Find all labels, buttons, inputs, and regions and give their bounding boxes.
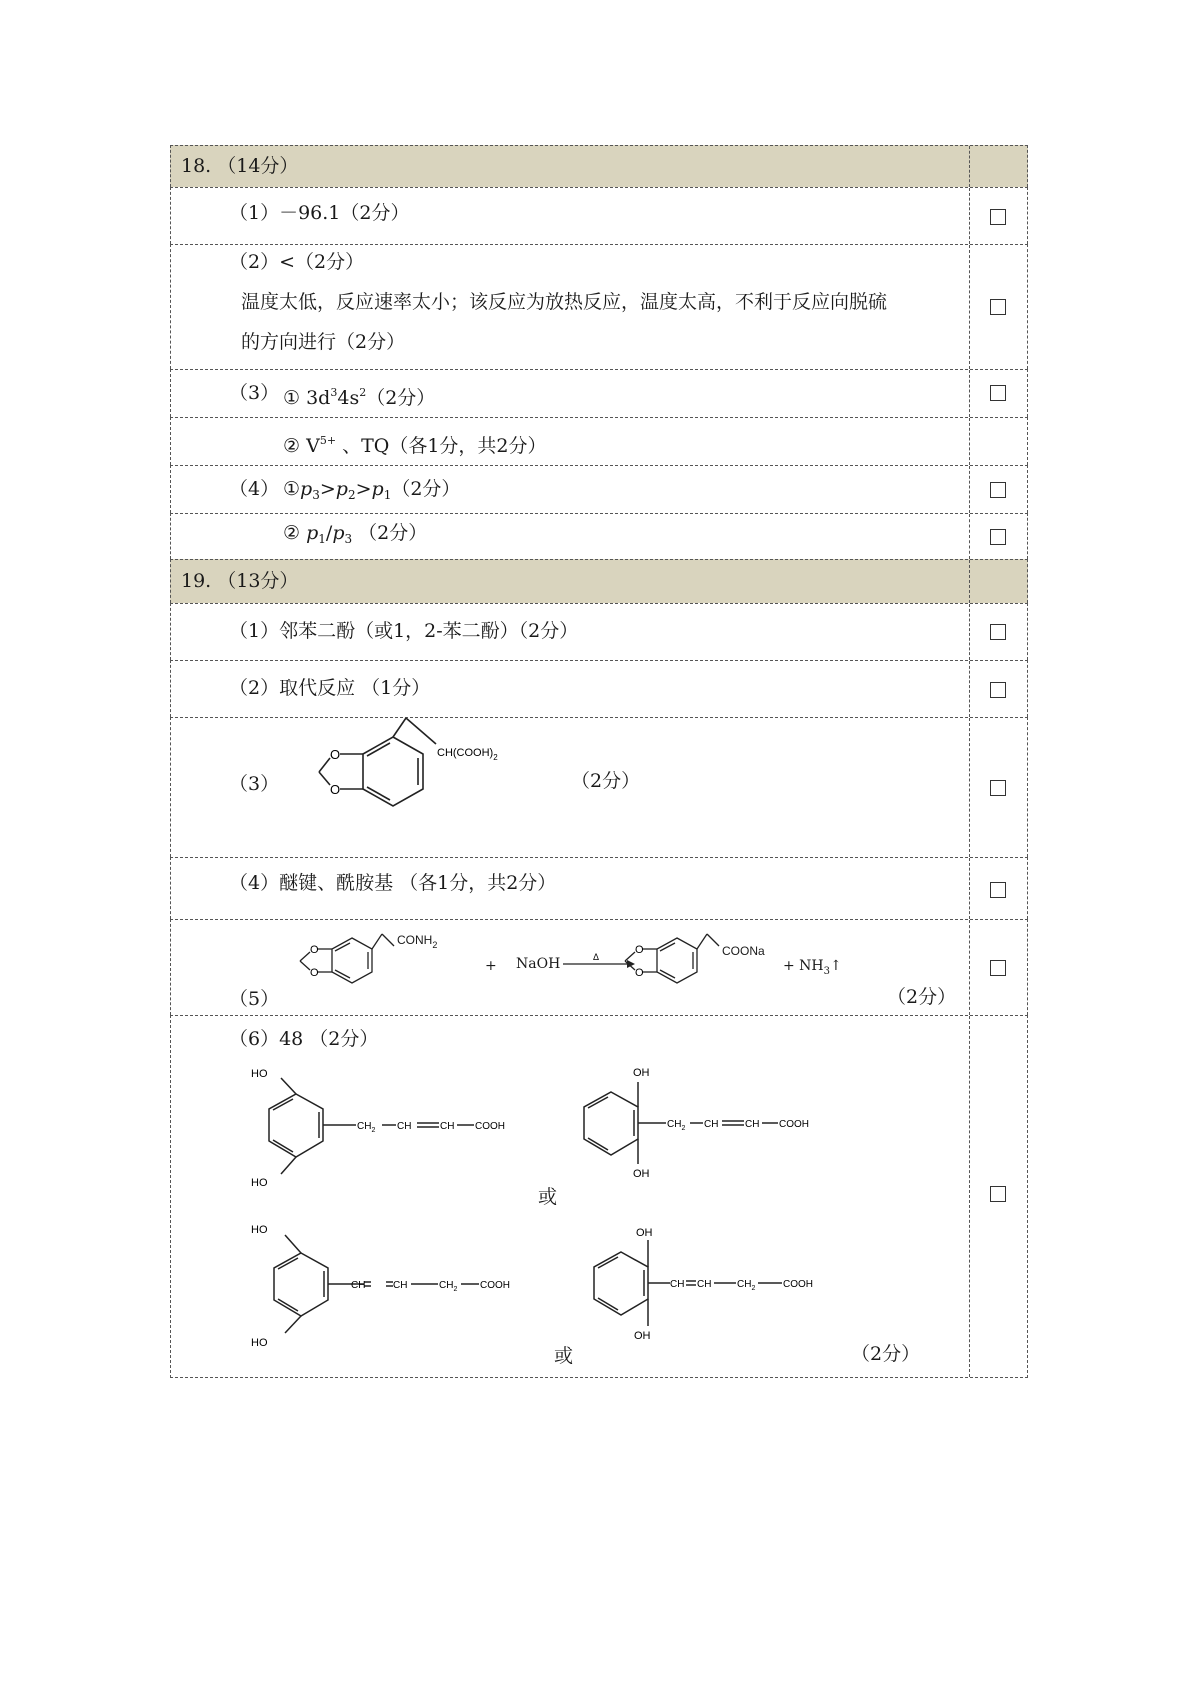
plus-sign: + — [485, 958, 497, 974]
q19-part3-label: （3） — [229, 773, 280, 795]
cooh-label: COOH — [475, 1121, 505, 1132]
q18-part3-label: （3） — [229, 382, 280, 404]
cooh-label: COOH — [779, 1119, 809, 1130]
isomer-structure-d — [566, 1212, 866, 1362]
q18-part3b: ② $V^{5+}$ 、TQ（各1分，共2分） — [283, 434, 547, 457]
q18-part1-row — [170, 187, 1028, 244]
q19-part5-score: （2分） — [887, 986, 957, 1008]
q19-part2-row — [170, 660, 1028, 717]
ch2-label: $CH_2$ — [737, 1279, 756, 1292]
product-structure — [611, 924, 721, 996]
isomer-structure-b — [556, 1054, 856, 1204]
hydroxyl-label: HO — [251, 1177, 268, 1189]
q18-part4b-row — [170, 513, 1028, 559]
reactant-conh2: $CONH_2$ — [397, 933, 438, 950]
q19-header-row — [170, 559, 1028, 603]
ch-label: CH — [745, 1119, 760, 1130]
ch-label: CH — [440, 1121, 455, 1132]
hydroxyl-label: OH — [634, 1330, 651, 1342]
ch2-label: $CH_2$ — [357, 1121, 376, 1134]
cooh-label: COOH — [783, 1279, 813, 1290]
hydroxyl-label: OH — [636, 1227, 653, 1239]
q18-header: 18. （14分） — [181, 155, 299, 177]
ch-label: CH — [704, 1119, 719, 1130]
q19-part3-checkbox[interactable] — [990, 780, 1006, 796]
oxygen-atom: O — [310, 944, 319, 956]
hydroxyl-label: OH — [633, 1067, 650, 1079]
q18-part1: （1）－96.1（2分） — [229, 202, 410, 224]
heat-symbol: Δ — [593, 952, 600, 962]
q18-part3a: ① $3d^34s^2(2$分） — [283, 386, 436, 409]
isomer-structure-c — [251, 1221, 571, 1361]
q19-part1-row — [170, 603, 1028, 660]
hydroxyl-label: HO — [251, 1224, 268, 1236]
q18-part2-explain-1: 温度太低，反应速率太小；该反应为放热反应，温度太高，不利于反应向脱硫 — [241, 291, 888, 313]
or-connector: 或 — [554, 1345, 574, 1367]
q19-part1-checkbox[interactable] — [990, 624, 1006, 640]
hydroxyl-label: OH — [633, 1168, 650, 1180]
q18-part2-answer: （2）<（2分） — [229, 251, 365, 273]
q18-part2-explain-2: 的方向进行（2分） — [241, 331, 406, 353]
q19-part6-row — [170, 1015, 1028, 1378]
q19-part6-score: （2分） — [851, 1343, 921, 1365]
hydroxyl-label: HO — [251, 1337, 268, 1349]
q19-part3-group: $CH(COOH)_2$ — [437, 747, 498, 762]
q18-part4-label: （4） — [229, 478, 280, 500]
q19-part4-checkbox[interactable] — [990, 882, 1006, 898]
hydroxyl-label: HO — [251, 1068, 268, 1080]
q18-part2-checkbox[interactable] — [990, 299, 1006, 315]
cooh-label: COOH — [480, 1280, 510, 1291]
q19-part6: （6）48 （2分） — [229, 1028, 379, 1050]
reagent-naoh: NaOH — [516, 956, 561, 972]
q18-part4b-checkbox[interactable] — [990, 529, 1006, 545]
q19-part3-row — [170, 717, 1028, 857]
oxygen-atom-bottom: O — [330, 782, 341, 797]
oxygen-atom: O — [635, 944, 644, 956]
isomer-structure-a — [251, 1064, 551, 1204]
q19-part3-score: （2分） — [571, 770, 641, 792]
q18-part3a-checkbox[interactable] — [990, 385, 1006, 401]
q18-part4a: $①p_3>p_2>p_1(2$分） — [283, 478, 461, 502]
q18-header-row — [170, 145, 1028, 187]
reactant-structure — [286, 924, 396, 996]
q19-part2-checkbox[interactable] — [990, 682, 1006, 698]
q19-part2: （2）取代反应 （1分） — [229, 677, 431, 699]
product-coona: COONa — [722, 944, 765, 958]
q19-part4-row — [170, 857, 1028, 919]
q19-part1: （1）邻苯二酚（或1，2-苯二酚）（2分） — [229, 620, 579, 642]
oxygen-atom-top: O — [330, 747, 341, 762]
ch-label: CH — [697, 1279, 712, 1290]
oxygen-atom: O — [635, 967, 644, 979]
q19-part5-checkbox[interactable] — [990, 960, 1006, 976]
q19-part5-row — [170, 919, 1028, 1015]
q18-part4b: ② $p_1/p_3$ （2分） — [283, 522, 428, 546]
q18-part3b-row — [170, 417, 1028, 465]
q19-part6-checkbox[interactable] — [990, 1186, 1006, 1202]
q19-part4: （4）醚键、酰胺基 （各1分，共2分） — [229, 872, 557, 894]
oxygen-atom: O — [310, 967, 319, 979]
ch-label: CH — [397, 1121, 412, 1132]
ch-label: CH — [351, 1280, 366, 1291]
ch-label: CH — [670, 1279, 685, 1290]
or-connector: 或 — [538, 1186, 558, 1208]
q18-part4a-row — [170, 465, 1028, 513]
q18-part3a-row — [170, 369, 1028, 417]
ch-label: CH — [393, 1280, 408, 1291]
ch2-label: $CH_2$ — [439, 1280, 458, 1293]
q19-part3-structure — [266, 722, 498, 852]
answer-sheet — [170, 145, 1028, 1378]
q19-part5-label: （5） — [229, 988, 280, 1010]
q19-header: 19. （13分） — [181, 570, 299, 592]
product-nh3: + $NH_3↑$ — [783, 958, 842, 977]
q18-part1-checkbox[interactable] — [990, 209, 1006, 225]
ch2-label: $CH_2$ — [667, 1119, 686, 1132]
q18-part4a-checkbox[interactable] — [990, 482, 1006, 498]
q18-part2-row — [170, 244, 1028, 369]
